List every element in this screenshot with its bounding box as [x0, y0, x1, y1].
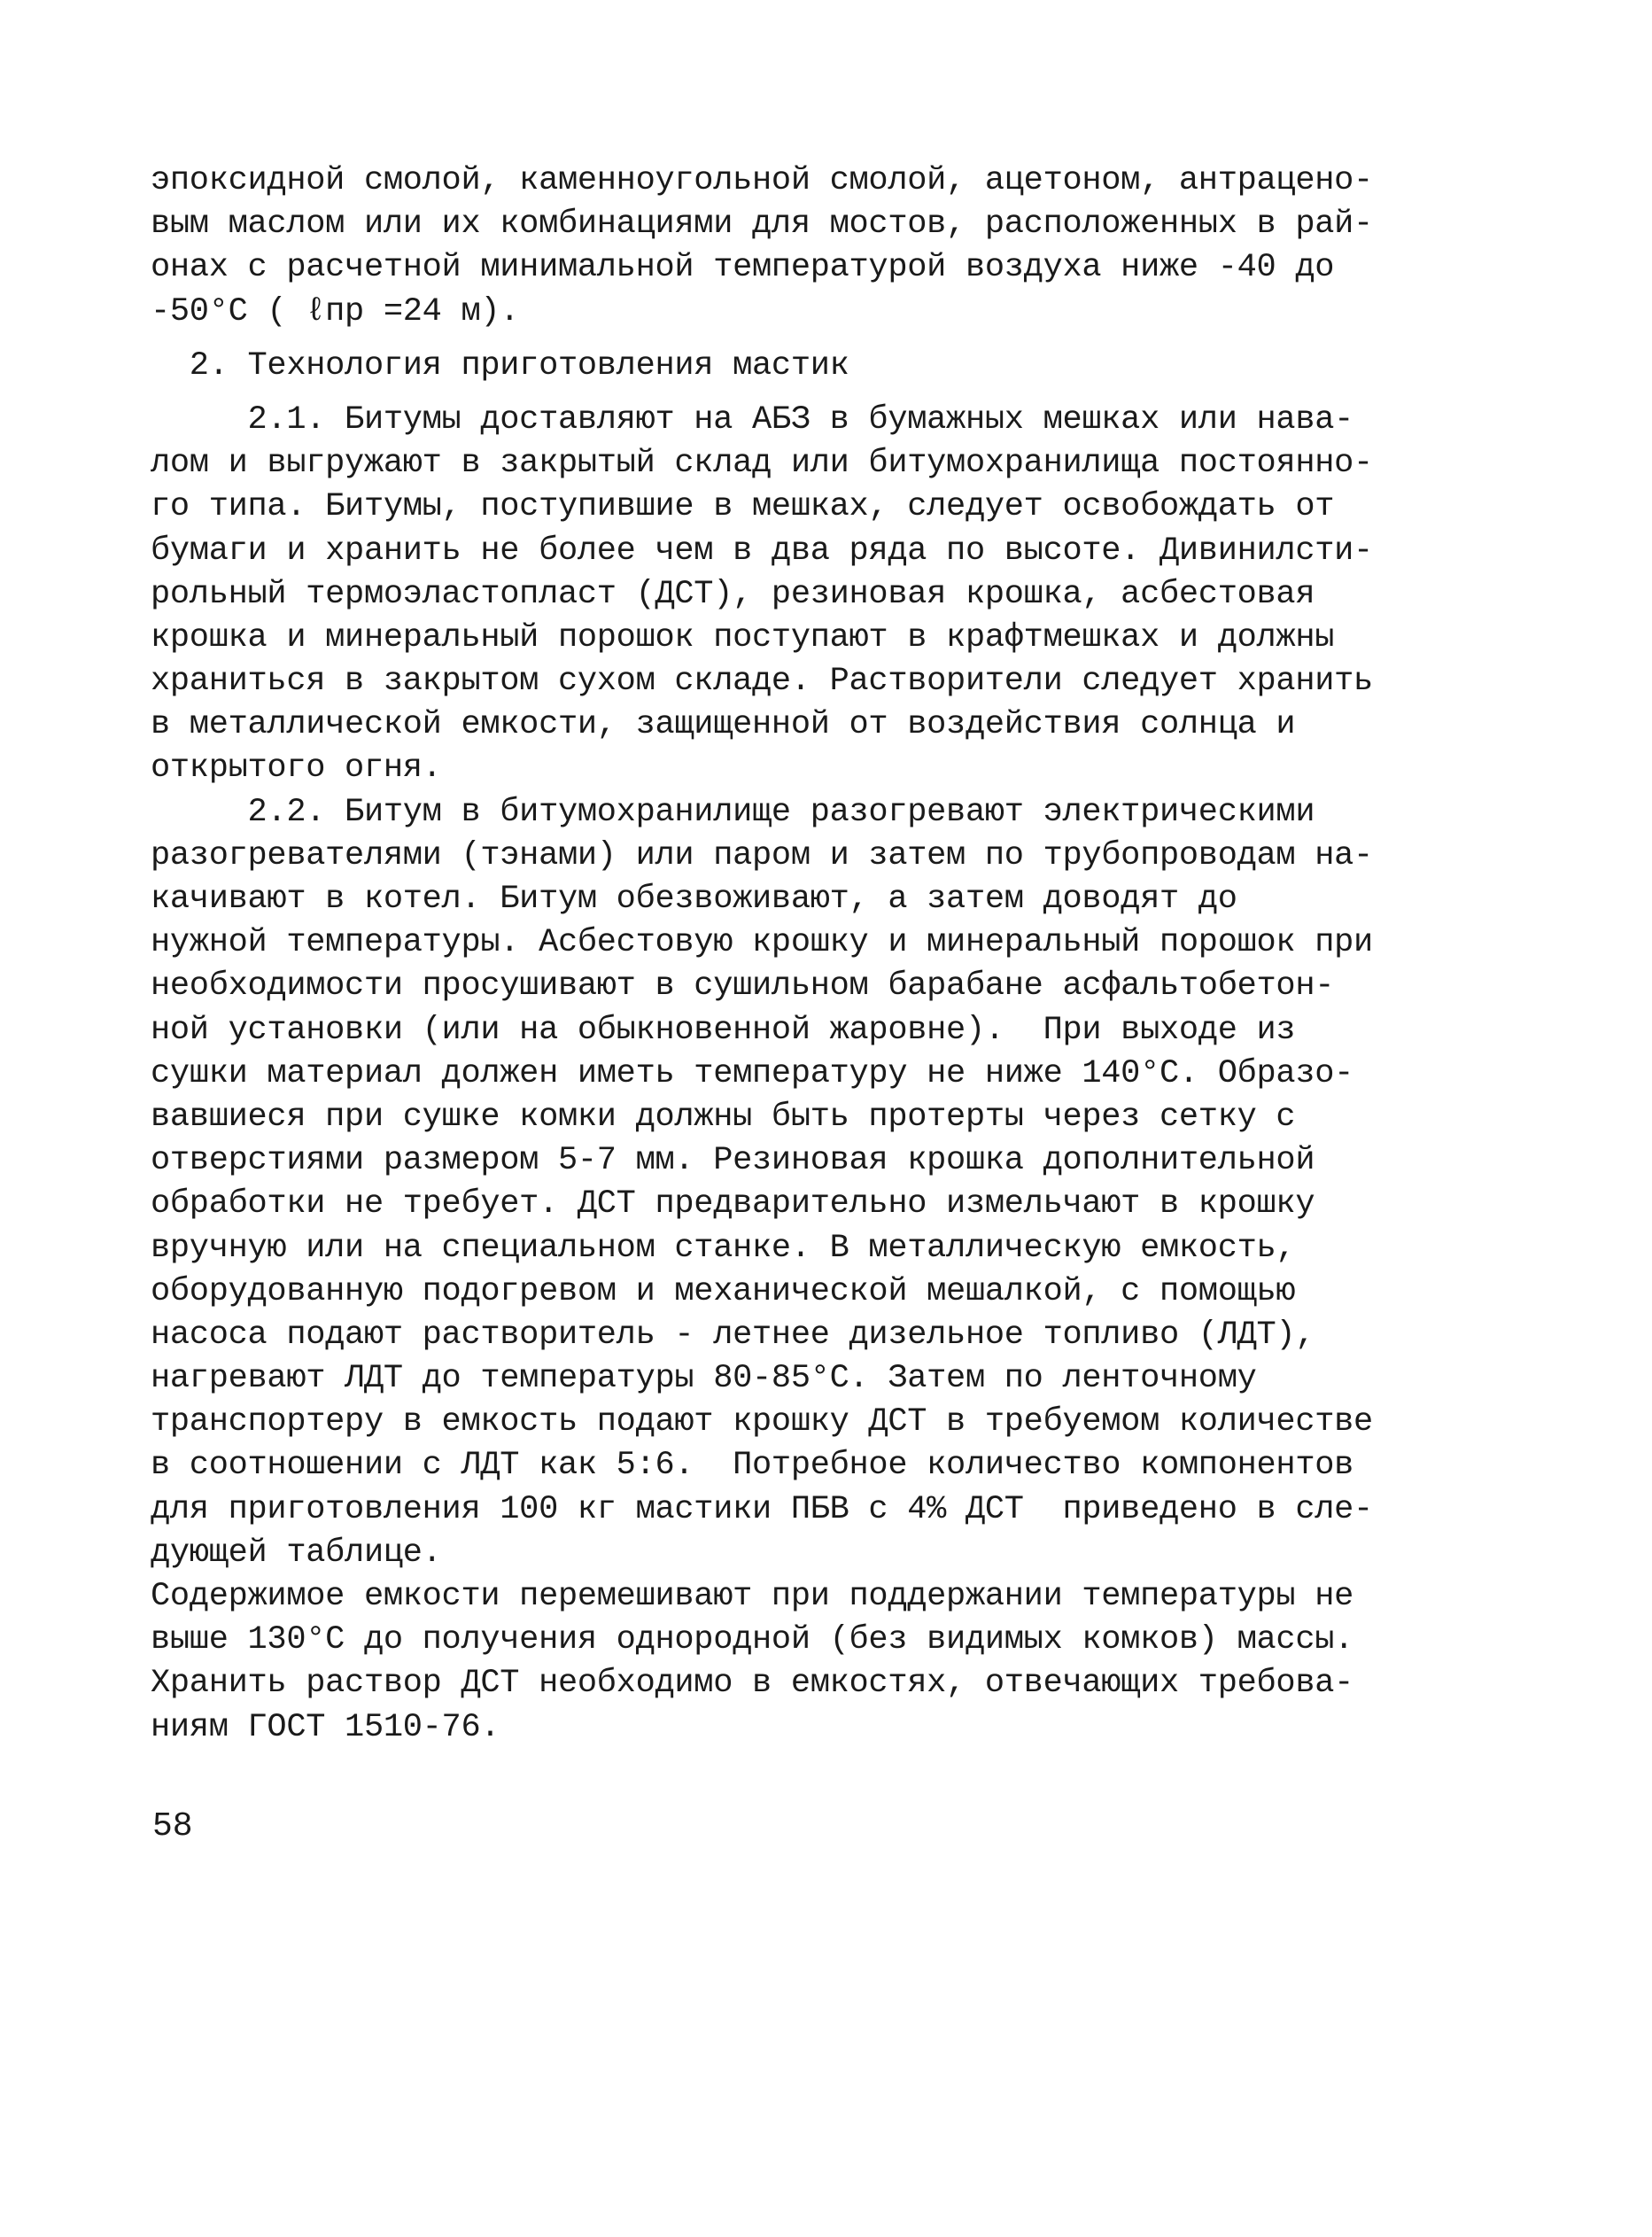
text-line: 2.2. Битум в битумохранилище разогревают электрическими — [151, 793, 1315, 831]
text-line: 2.1. Битумы доставляют на АБЗ в бумажных мешках или нава- — [151, 400, 1354, 439]
text-line: го типа. Битумы, поступившие в мешках, следует освобождать от — [151, 488, 1335, 526]
text-line: отверстиями размером 5-7 мм. Резиновая крошка дополнительной — [151, 1142, 1315, 1180]
page-number: 58 — [152, 1807, 193, 1845]
text-line: ной установки (или на обыкновенной жаровне). При выходе из — [151, 1011, 1296, 1049]
text-line: вручную или на специальном станке. В металлическую емкость, — [151, 1229, 1296, 1267]
intro-paragraph — [151, 159, 1373, 334]
text-line: оборудованную подогревом и механической мешалкой, с помощью — [151, 1272, 1296, 1310]
text-line: в соотношении с ЛДТ как 5:6. Потребное количество компонентов — [151, 1447, 1354, 1485]
text-line: лом и выгружают в закрытый склад или битумохранилища постоянно- — [151, 445, 1373, 483]
text-line: эпоксидной смолой, каменноугольной смолой, ацетоном, антрацено- — [151, 162, 1373, 199]
text-line: сушки материал должен иметь температуру не ниже 140°С. Образо- — [151, 1054, 1354, 1092]
text-line: нужной температуры. Асбестовую крошку и минеральный порошок при — [151, 924, 1373, 962]
text-line: разогревателями (тэнами) или паром и затем по трубопроводам на- — [151, 836, 1373, 874]
paragraph-2-1 — [151, 399, 1373, 791]
text-line: нагревают ЛДТ до температуры 80-85°С. Затем по ленточному — [151, 1360, 1257, 1398]
text-line: выше 130°С до получения однородной (без видимых комков) массы. — [151, 1621, 1354, 1659]
text-line: транспортеру в емкость подают крошку ДСТ в требуемом количестве — [151, 1403, 1373, 1441]
text-line: насоса подают растворитель - летнее дизельное топливо (ЛДТ), — [151, 1316, 1315, 1354]
text-line: онах с расчетной минимальной температурой воздуха ниже -40 до — [151, 249, 1335, 287]
text-line: -50°С ( ℓпр =24 м). — [151, 292, 520, 330]
text-line: в металлической емкости, защищенной от воздействия солнца и — [151, 706, 1296, 744]
text-line: вавшиеся при сушке комки должны быть протерты через сетку с — [151, 1098, 1296, 1136]
text-line: рольный термоэластопласт (ДСТ), резиновая крошка, асбестовая — [151, 575, 1315, 613]
text-line: для приготовления 100 кг мастики ПБВ с 4% ДСТ приведено в сле- — [151, 1490, 1373, 1528]
text-line: ниям ГОСТ 1510-76. — [151, 1708, 500, 1746]
paragraph-2-2 — [151, 791, 1373, 1575]
text-line: открытого огня. — [151, 750, 442, 788]
text-line: бумаги и хранить не более чем в два ряда по высоте. Дивинилсти- — [151, 532, 1373, 570]
section-heading: 2. Технология приготовления мастик — [151, 346, 849, 384]
text-line: вым маслом или их комбинациями для мостов, расположенных в рай- — [151, 206, 1373, 244]
paragraph-3 — [151, 1575, 1354, 1750]
text-line: дующей таблице. — [151, 1534, 442, 1572]
text-line: храниться в закрытом сухом складе. Растворители следует хранить — [151, 663, 1373, 701]
body-text — [151, 159, 1373, 1750]
text-line: крошка и минеральный порошок поступают в крафтмешках и должны — [151, 618, 1335, 656]
text-line: обработки не требует. ДСТ предварительно измельчают в крошку — [151, 1185, 1315, 1223]
text-line: Хранить раствор ДСТ необходимо в емкостях, отвечающих требова- — [151, 1665, 1354, 1703]
text-line: качивают в котел. Битум обезвоживают, а затем доводят до — [151, 881, 1237, 918]
text-line: Содержимое емкости перемешивают при поддержании температуры не — [151, 1578, 1354, 1615]
text-line: необходимости просушивают в сушильном барабане асфальтобетон- — [151, 967, 1335, 1006]
